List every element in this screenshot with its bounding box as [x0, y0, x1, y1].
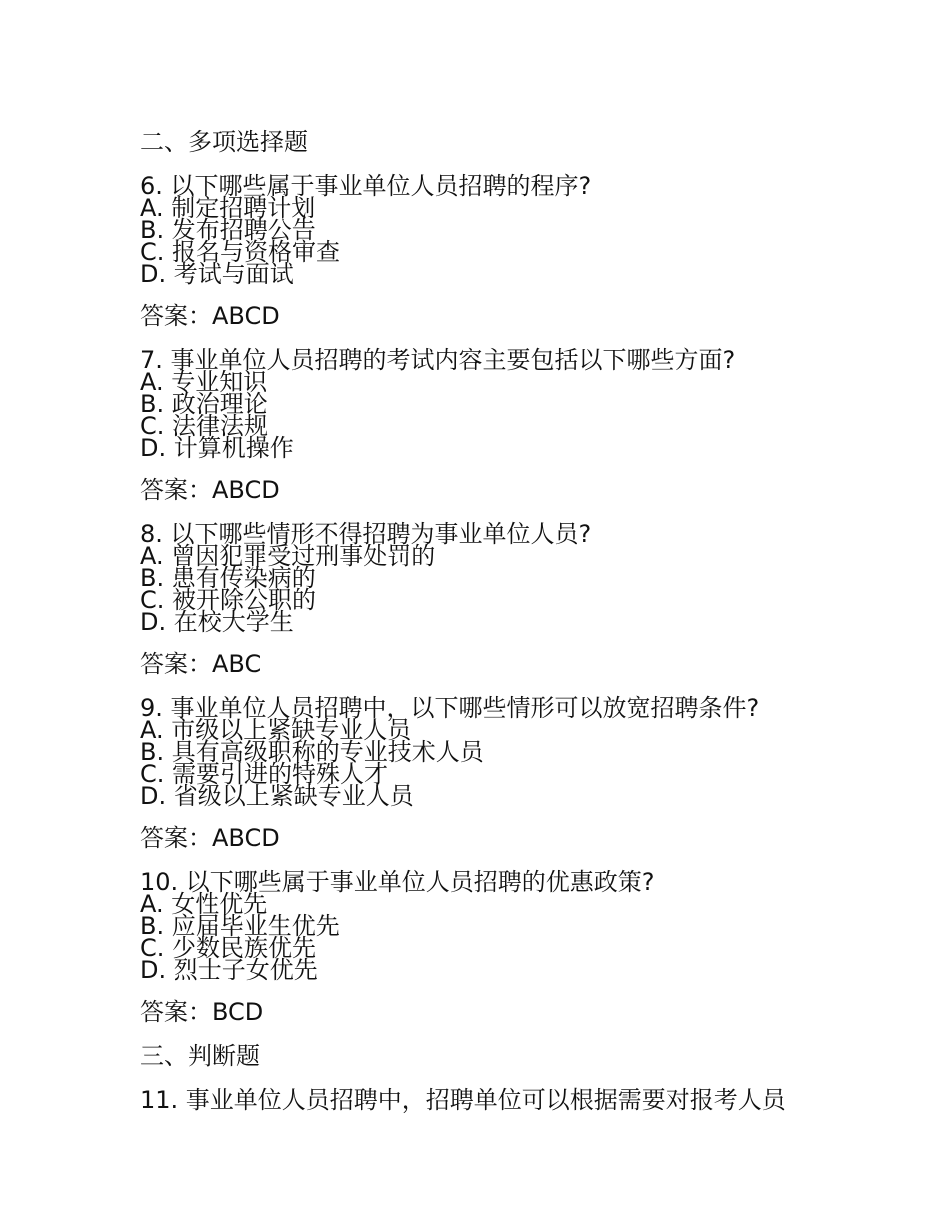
- answer-option: D. 考试与面试: [140, 260, 294, 288]
- answer-option: C. 少数民族优先: [140, 934, 317, 962]
- question-stem: 8. 以下哪些情形不得招聘为事业单位人员?: [140, 520, 592, 548]
- question-stem: 7. 事业单位人员招聘的考试内容主要包括以下哪些方面?: [140, 346, 736, 374]
- answer-key: 答案：ABCD: [140, 824, 280, 852]
- answer-option: C. 被开除公职的: [140, 586, 317, 614]
- answer-option: C. 法律法规: [140, 412, 269, 440]
- answer-option: A. 制定招聘计划: [140, 194, 316, 222]
- section-heading-true-false: 三、判断题: [140, 1042, 260, 1070]
- answer-option: D. 烈士子女优先: [140, 956, 318, 984]
- question-stem: 11. 事业单位人员招聘中，招聘单位可以根据需要对报考人员: [140, 1086, 786, 1114]
- answer-option: C. 报名与资格审查: [140, 238, 341, 266]
- answer-option: B. 发布招聘公告: [140, 216, 316, 244]
- answer-key: 答案：BCD: [140, 998, 264, 1026]
- answer-option: A. 曾因犯罪受过刑事处罚的: [140, 542, 436, 570]
- answer-option: B. 应届毕业生优先: [140, 912, 340, 940]
- answer-option: D. 在校大学生: [140, 608, 294, 636]
- question-stem: 9. 事业单位人员招聘中，以下哪些情形可以放宽招聘条件?: [140, 694, 760, 722]
- answer-option: D. 计算机操作: [140, 434, 294, 462]
- answer-option: A. 女性优先: [140, 890, 268, 918]
- answer-option: B. 患有传染病的: [140, 564, 316, 592]
- answer-option: A. 专业知识: [140, 368, 268, 396]
- answer-option: D. 省级以上紧缺专业人员: [140, 782, 414, 810]
- answer-option: B. 具有高级职称的专业技术人员: [140, 738, 484, 766]
- answer-option: B. 政治理论: [140, 390, 268, 418]
- answer-option: C. 需要引进的特殊人才: [140, 760, 389, 788]
- question-stem: 10. 以下哪些属于事业单位人员招聘的优惠政策?: [140, 868, 655, 896]
- answer-option: A. 市级以上紧缺专业人员: [140, 716, 412, 744]
- answer-key: 答案：ABC: [140, 650, 262, 678]
- question-stem: 6. 以下哪些属于事业单位人员招聘的程序?: [140, 172, 592, 200]
- answer-key: 答案：ABCD: [140, 476, 280, 504]
- section-heading-multiple-choice: 二、多项选择题: [140, 128, 308, 156]
- answer-key: 答案：ABCD: [140, 302, 280, 330]
